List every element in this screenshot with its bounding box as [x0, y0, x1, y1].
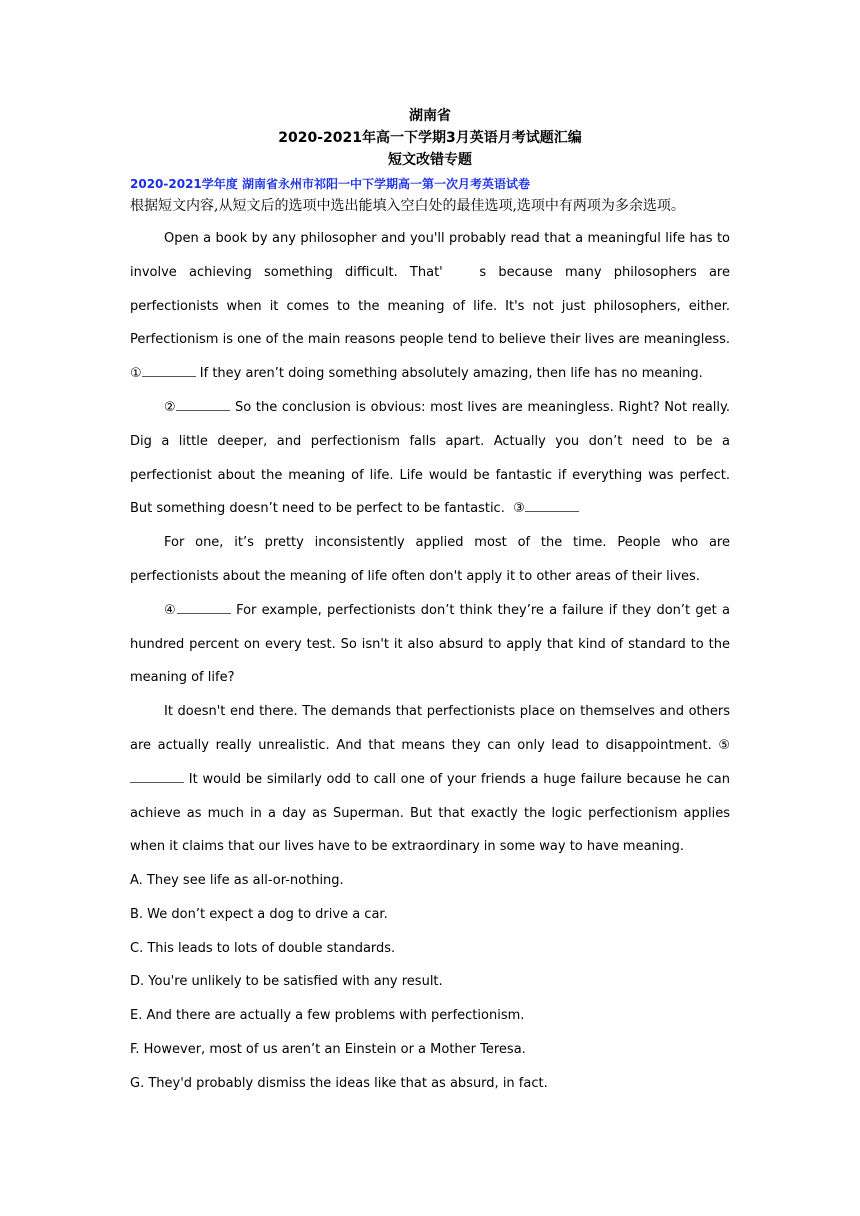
answer-options [130, 864, 730, 1101]
paragraph-1-text-end: If they aren’t doing something absolutely amazing, then life has no meaning. [195, 366, 703, 382]
paragraph-1-text: Open a book by any philosopher and you'll probably read that a meaningful life has to involve achieving something difficult. That' s because many philosophers are perfectionists when it comes to the meaning of life. It's not just philosophers, either. Perfectionism is one of the main reasons people tend to believe their lives are meaningless. [130, 231, 730, 348]
paragraph-2 [130, 391, 730, 526]
province-heading: 湖南省 [409, 108, 451, 124]
paragraph-2-text: So the conclusion is obvious: most lives are meaningless. Right? Not really. Dig a little deeper, and perfectionism falls apart. Actually you don’t need to be a perfectionist about the meaning of life. Life would be fantastic if everything was perfect. But something doesn’t need to be perfect to be fantastic. [130, 399, 730, 517]
blank-3-number: ③ [513, 501, 525, 517]
blank-3[interactable] [525, 499, 579, 512]
paragraph-4 [130, 594, 730, 695]
paragraph-3: For one, it’s pretty inconsistently applied most of the time. People who are perfectionists about the meaning of life often don't apply it to other areas of their lives. [130, 535, 730, 584]
blank-1-number: ① [130, 366, 142, 382]
paragraph-5-text: It doesn't end there. The demands that perfectionists place on themselves and others are actually really unrealistic. And that means they can only lead to disappointment. [130, 704, 730, 753]
blank-4-number: ④ [164, 602, 177, 618]
option-c: C. This leads to lots of double standards. [130, 940, 396, 956]
blank-4[interactable] [177, 601, 231, 614]
option-e: E. And there are actually a few problems with perfectionism. [130, 1008, 525, 1024]
paragraph-1 [130, 222, 730, 391]
document-title: 2020-2021年高一下学期3月英语月考试题汇编 [278, 130, 582, 146]
option-f: F. However, most of us aren’t an Einstein or a Mother Teresa. [130, 1041, 526, 1057]
blank-2-number: ② [164, 399, 177, 415]
reading-passage [130, 222, 730, 864]
paragraph-5 [130, 695, 730, 864]
paragraph-4-text: For example, perfectionists don’t think they’re a failure if they don’t get a hundred percent on every test. So isn't it also absurd to apply that kind of standard to the meaning of life? [130, 602, 731, 686]
option-d: D. You're unlikely to be satisfied with any result. [130, 974, 443, 990]
paragraph-5-text-end: It would be similarly odd to call one of your friends a huge failure because he can achieve as much in a day as Superman. But that exactly the logic perfectionism applies when it claims that our lives have to be extraordinary in some way to have meaning. [130, 771, 730, 855]
blank-2[interactable] [176, 398, 230, 411]
option-b: B. We don’t expect a dog to drive a car. [130, 906, 388, 922]
instruction-text: 根据短文内容,从短文后的选项中选出能填入空白处的最佳选项,选项中有两项为多余选项。 [130, 198, 685, 214]
blank-5-number: ⑤ [718, 737, 730, 753]
document-subtitle: 短文改错专题 [388, 152, 472, 168]
blank-1[interactable] [142, 364, 196, 377]
option-a: A. They see life as all-or-nothing. [130, 873, 344, 888]
option-g: G. They'd probably dismiss the ideas like that as absurd, in fact. [130, 1075, 548, 1091]
blank-5[interactable] [130, 770, 184, 783]
exam-source: 2020-2021学年度 湖南省永州市祁阳一中下学期高一第一次月考英语试卷 [130, 177, 530, 191]
